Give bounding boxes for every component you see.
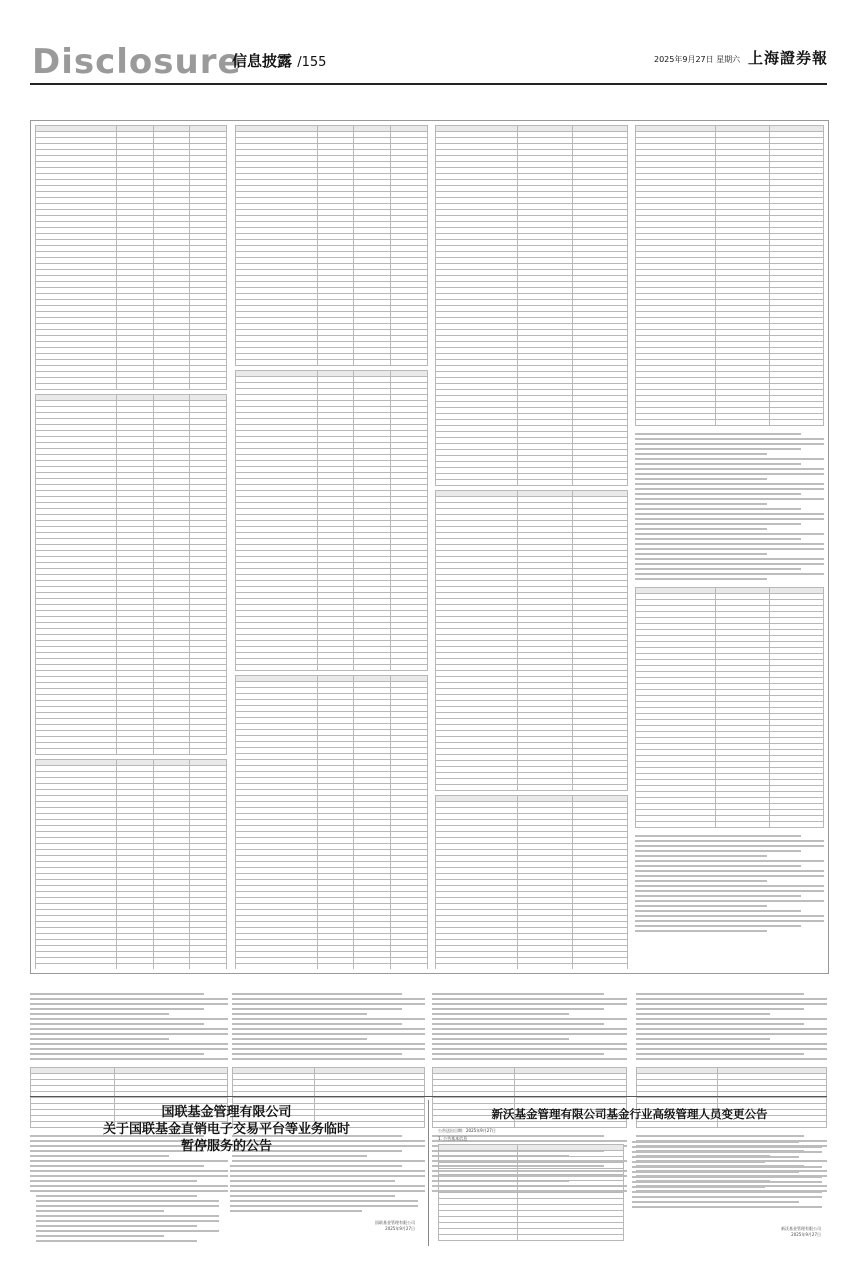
fine-print-text [30, 993, 228, 1060]
bottom-rule [30, 1096, 827, 1097]
guolian-title-line3: 暂停服务的公告 [180, 1139, 272, 1154]
fine-print-table [635, 125, 824, 426]
xinwo-publish-date: 公告送出日期：2025年9月27日 [438, 1128, 496, 1133]
fine-print-table [35, 759, 227, 969]
guolian-title-line2: 关于国联基金直销电子交易平台等业务临时 [102, 1122, 350, 1137]
fine-print-table [235, 370, 428, 671]
xinwo-table-right [632, 1138, 822, 1222]
xinwo-signature-company: 新沃基金管理有限公司 [781, 1226, 821, 1231]
fine-print-table [435, 125, 628, 486]
fine-print-text [432, 993, 627, 1060]
fine-print-text [36, 1165, 219, 1242]
paper-name: 上海證券報 [748, 49, 829, 67]
section-title-text: 信息披露 [232, 52, 293, 70]
statement-column-2 [235, 125, 428, 969]
masthead-rule [30, 83, 827, 85]
fine-print-text [636, 993, 827, 1060]
fine-print-text [632, 1141, 822, 1208]
issue-date: 2025年9月27日 星期六 [654, 55, 741, 64]
section-title [232, 50, 326, 71]
guolian-signature [295, 1220, 415, 1232]
guolian-title [30, 1104, 423, 1155]
fine-print-table [235, 675, 428, 969]
statement-column-4 [635, 125, 824, 969]
fine-print-table [35, 394, 227, 755]
xinwo-announcement [432, 1098, 827, 1246]
xinwo-table-left [438, 1144, 624, 1240]
fine-print-table [435, 795, 628, 969]
statement-column-1 [35, 125, 227, 969]
fine-print-text [635, 433, 824, 580]
xinwo-title: 新沃基金管理有限公司基金行业高级管理人员变更公告 [491, 1107, 768, 1121]
fine-print-text [232, 993, 425, 1060]
xinwo-signature-date: 2025年9月27日 [791, 1232, 821, 1237]
masthead-wordmark: Disclosure [32, 42, 242, 82]
guolian-signature-company: 国联基金管理有限公司 [375, 1220, 415, 1225]
xinwo-section: 1. 公告基本信息 [438, 1136, 468, 1141]
statement-column-3 [435, 125, 628, 969]
divider-vertical [428, 1100, 429, 1246]
fine-print-text [635, 835, 824, 932]
fine-print-table [438, 1144, 624, 1241]
fine-print-table [235, 125, 428, 366]
financial-statements-panel [30, 120, 829, 974]
guolian-body-left [36, 1162, 219, 1240]
fine-print-text [230, 1165, 418, 1212]
fine-print-table [635, 587, 824, 828]
masthead [0, 38, 857, 82]
guolian-signature-date: 2025年9月27日 [385, 1226, 415, 1231]
guolian-body-right [230, 1162, 418, 1216]
guolian-announcement [30, 1098, 423, 1246]
xinwo-signature [701, 1226, 821, 1238]
fine-print-table [435, 490, 628, 791]
page-number: /155 [297, 55, 327, 70]
fine-print-table [35, 125, 227, 390]
guolian-company: 国联基金管理有限公司 [161, 1105, 292, 1120]
